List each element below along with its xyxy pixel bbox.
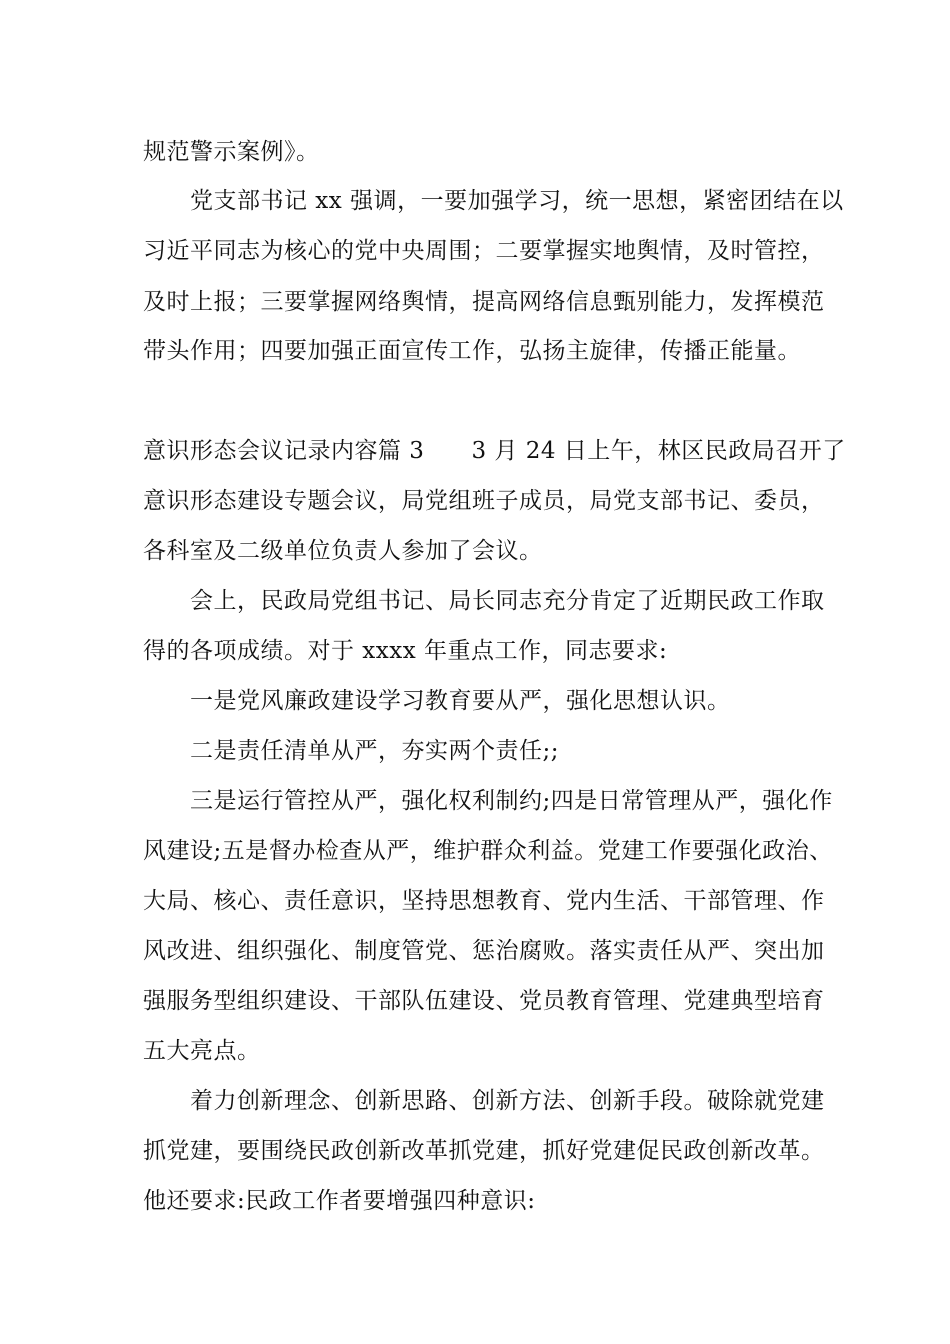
text-line: 会上，民政局党组书记、局长同志充分肯定了近期民政工作取 — [190, 588, 825, 614]
text-line: 强服务型组织建设、干部队伍建设、党员教育管理、党建典型培育 — [143, 988, 825, 1014]
text-line: 各科室及二级单位负责人参加了会议。 — [143, 538, 543, 564]
text-line: 风改进、组织强化、制度管党、惩治腐败。落实责任从严、突出加 — [143, 938, 825, 964]
section-heading-line: 意识形态会议记录内容篇 3 3 月 24 日上午，林区民政局召开了 — [143, 438, 846, 464]
text-line: 五大亮点。 — [143, 1038, 261, 1064]
text-line: 及时上报；三要掌握网络舆情，提高网络信息甄别能力，发挥模范 — [143, 289, 825, 315]
text-line: 着力创新理念、创新思路、创新方法、创新手段。破除就党建 — [190, 1088, 825, 1114]
text-line: 三是运行管控从严，强化权利制约;四是日常管理从严，强化作 — [190, 788, 833, 814]
text-line: 得的各项成绩。对于 xxxx 年重点工作，同志要求: — [143, 638, 668, 664]
text-line: 党支部书记 xx 强调，一要加强学习，统一思想，紧密团结在以 — [190, 188, 844, 214]
text-line: 意识形态建设专题会议，局党组班子成员，局党支部书记、委员， — [143, 488, 825, 514]
text-line: 抓党建，要围绕民政创新改革抓党建，抓好党建促民政创新改革。 — [143, 1138, 825, 1164]
text-line: 带头作用；四要加强正面宣传工作，弘扬主旋律，传播正能量。 — [143, 338, 801, 364]
text-line: 他还要求:民政工作者要增强四种意识: — [143, 1188, 536, 1214]
text-line: 规范警示案例》。 — [143, 139, 320, 165]
text-line: 大局、核心、责任意识，坚持思想教育、党内生活、干部管理、作 — [143, 888, 825, 914]
text-line: 二是责任清单从严，夯实两个责任;; — [190, 738, 559, 764]
text-line: 习近平同志为核心的党中央周围；二要掌握实地舆情，及时管控， — [143, 238, 825, 264]
text-line: 一是党风廉政建设学习教育要从严，强化思想认识。 — [190, 688, 731, 714]
text-line: 风建设;五是督办检查从严，维护群众利益。党建工作要强化政治、 — [143, 838, 833, 864]
